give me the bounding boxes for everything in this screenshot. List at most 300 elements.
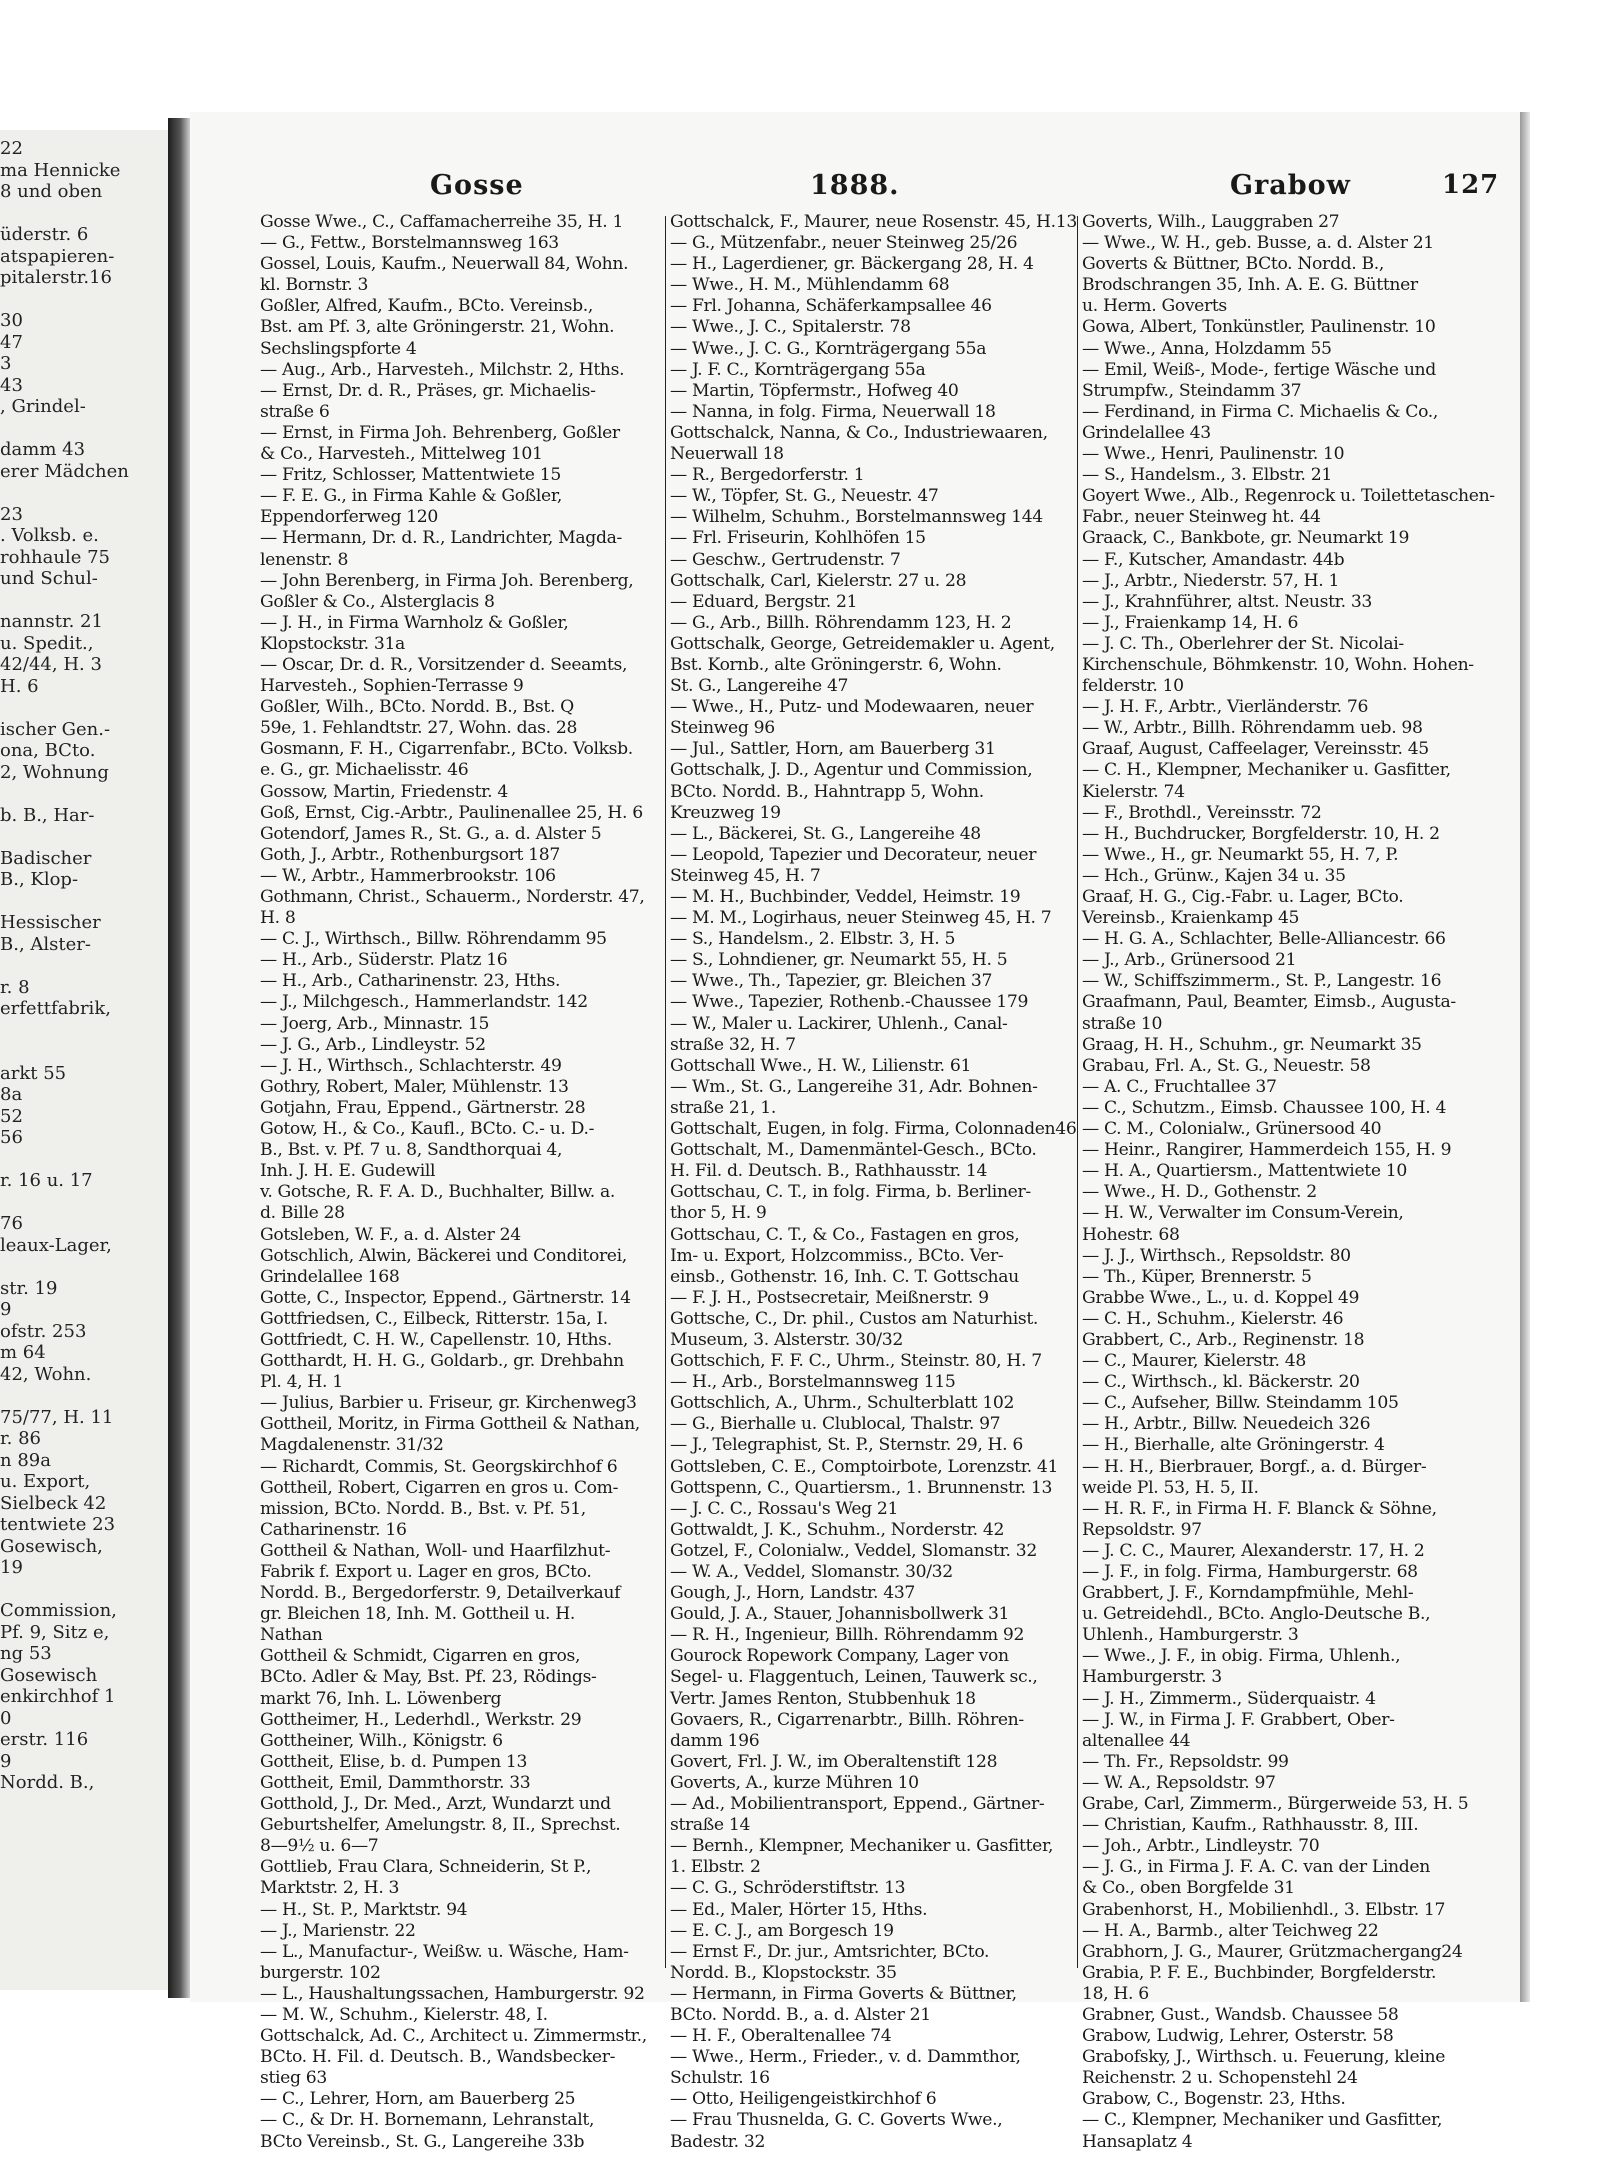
directory-entry-line: — Ed., Maler, Hörter 15, Hths. [670, 1899, 928, 1920]
directory-entry-line: straße 14 [670, 1815, 751, 1836]
directory-entry-line: — A. C., Fruchtallee 37 [1082, 1076, 1277, 1097]
directory-entry-line: — Bernh., Klempner, Mechaniker u. Gasfitter, [670, 1836, 1054, 1857]
directory-entry-line: — Geschw., Gertrudenstr. 7 [670, 549, 901, 570]
previous-page-text-fragment: ona, BCto. [0, 740, 96, 761]
directory-column-1 [260, 212, 670, 2152]
directory-entry-line: — John Berenberg, in Firma Joh. Berenberg, [260, 570, 634, 591]
previous-page-text-fragment: ma Hennicke [0, 159, 121, 181]
directory-entry-line: einsb., Gothenstr. 16, Inh. C. T. Gottschau [670, 1266, 1019, 1287]
directory-entry-line: Gottschalk, J. D., Agentur und Commission, [670, 760, 1033, 781]
directory-entry-line: — Wwe., J. C., Spitalerstr. 78 [670, 317, 911, 338]
directory-entry-line: — Ferdinand, in Firma C. Michaelis & Co., [1082, 401, 1439, 422]
directory-entry-line: lenenstr. 8 [260, 549, 349, 570]
directory-entry-line: Govert, Frl. J. W., im Oberaltenstift 128 [670, 1751, 998, 1772]
previous-page-text-fragment: n 89a [0, 1449, 51, 1471]
directory-entry-line: — J. F., in folg. Firma, Hamburgerstr. 68 [1082, 1562, 1418, 1582]
previous-page-text-fragment: erstr. 116 [0, 1729, 89, 1750]
directory-entry-line: Vertr. James Renton, Stubbenhuk 18 [670, 1688, 976, 1709]
directory-entry-line: — J. C. Th., Oberlehrer der St. Nicolai- [1082, 633, 1404, 654]
directory-entry-line: Gottschall Wwe., H. W., Lilienstr. 61 [670, 1055, 972, 1076]
directory-entry-line: Im- u. Export, Holzcommiss., BCto. Ver- [670, 1245, 1004, 1266]
previous-page-text-fragment: u. Export, [0, 1471, 91, 1492]
directory-entry-line: — H. W., Verwalter im Consum-Verein, [1082, 1203, 1404, 1224]
previous-page-text-fragment: 3 [0, 353, 12, 374]
directory-entry-line: — Ernst F., Dr. jur., Amtsrichter, BCto. [670, 1941, 990, 1962]
directory-entry-line: Inh. J. H. E. Gudewill [260, 1161, 436, 1182]
directory-entry-line: Grindelallee 43 [1082, 422, 1211, 443]
directory-entry-line: B., Bst. v. Pf. 7 u. 8, Sandthorquai 4, [260, 1140, 563, 1161]
directory-entry-line: Gotschlich, Alwin, Bäckerei und Conditorei, [260, 1245, 627, 1266]
directory-entry-line: Geburtshelfer, Amelungstr. 8, II., Sprechst. [260, 1815, 621, 1836]
directory-entry-line: Gottheiner, Wilh., Königstr. 6 [260, 1730, 503, 1751]
previous-page-text-fragment: str. 19 [0, 1277, 58, 1299]
directory-entry-line: straße 21, 1. [670, 1097, 776, 1118]
previous-page-text-fragment: üderstr. 6 [0, 224, 89, 245]
previous-page-text-fragment: atspapieren- [0, 245, 115, 267]
directory-entry-line: H. Fil. d. Deutsch. B., Rathhausstr. 14 [670, 1161, 988, 1182]
directory-entry-line: Gottschich, F. F. C., Uhrm., Steinstr. 80, H. 7 [670, 1351, 1042, 1372]
directory-entry-line: — R., Bergedorferstr. 1 [670, 465, 865, 486]
previous-page-text-fragment: damm 43 [0, 439, 86, 460]
directory-entry-line: Reichenstr. 2 u. Schopenstehl 24 [1082, 2068, 1358, 2089]
directory-entry-line: — J. J., Wirthsch., Repsoldstr. 80 [1082, 1245, 1351, 1266]
directory-entry-line: Gottheimer, H., Lederhdl., Werkstr. 29 [260, 1709, 582, 1730]
directory-entry-line: & Co., Harvesteh., Mittelweg 101 [260, 444, 543, 465]
directory-entry-line: Grabbert, J. F., Korndampfmühle, Mehl- [1082, 1583, 1414, 1604]
directory-entry-line: 59e, 1. Fehlandtstr. 27, Wohn. das. 28 [260, 718, 578, 739]
directory-entry-line: v. Gotsche, R. F. A. D., Buchhalter, Billw. a. [260, 1182, 616, 1203]
previous-page-text-fragment: b. B., Har- [0, 804, 95, 826]
directory-entry-line: — Wwe., Henri, Paulinenstr. 10 [1082, 444, 1345, 465]
directory-entry-line: — G., Mützenfabr., neuer Steinweg 25/26 [670, 233, 1018, 254]
directory-page [190, 112, 1520, 2152]
directory-entry-line: e. G., gr. Michaelisstr. 46 [260, 760, 469, 781]
directory-entry-line: Brodschrangen 35, Inh. A. E. G. Büttner [1082, 275, 1418, 296]
directory-entry-line: Grabner, Gust., Wandsb. Chaussee 58 [1082, 2004, 1399, 2025]
running-head-right: Grabow [1230, 170, 1351, 201]
directory-entry-line: Neuerwall 18 [670, 444, 784, 465]
directory-entry-line: — Wm., St. G., Langereihe 31, Adr. Bohnen- [670, 1076, 1038, 1097]
previous-page-text-fragment: Nordd. B., [0, 1772, 95, 1793]
directory-entry-line: — H. R. F., in Firma H. F. Blanck & Söhne, [1082, 1498, 1437, 1519]
directory-entry-line: — J. C. C., Rossau's Weg 21 [670, 1498, 899, 1519]
directory-entry-line: — F., Kutscher, Amandastr. 44b [1082, 549, 1345, 570]
previous-page-text-fragment: r. 8 [0, 976, 30, 998]
directory-entry-line: Goßler, Wilh., BCto. Nordd. B., Bst. Q [260, 697, 574, 718]
directory-entry-line: — Wwe., Anna, Holzdamm 55 [1082, 338, 1332, 359]
previous-page-text-fragment: Badischer [0, 847, 92, 869]
directory-entry-line: Gough, J., Horn, Landstr. 437 [670, 1583, 916, 1604]
directory-entry-line: — S., Lohndiener, gr. Neumarkt 55, H. 5 [670, 950, 1008, 971]
directory-entry-line: — Frl. Johanna, Schäferkampsallee 46 [670, 296, 992, 317]
directory-entry-line: Gottheil & Schmidt, Cigarren en gros, [260, 1646, 581, 1667]
directory-entry-line: Steinweg 45, H. 7 [670, 865, 821, 886]
directory-entry-line: — H., Arb., Süderstr. Platz 16 [260, 950, 508, 971]
previous-page-text-fragment: r. 16 u. 17 [0, 1170, 93, 1191]
directory-entry-line: Grabow, C., Bogenstr. 23, Hths. [1082, 2089, 1346, 2110]
directory-entry-line: Goß, Ernst, Cig.-Arbtr., Paulinenallee 25, H. 6 [260, 802, 643, 823]
directory-entry-line: Gothmann, Christ., Schauerm., Norderstr. 47, [260, 887, 645, 907]
directory-entry-line: — F. E. G., in Firma Kahle & Goßler, [260, 486, 562, 507]
directory-entry-line: — Leopold, Tapezier und Decorateur, neuer [670, 844, 1037, 865]
directory-entry-line: Kirchenschule, Böhmkenstr. 10, Wohn. Hohen- [1082, 654, 1474, 675]
directory-entry-line: Grabia, P. F. E., Buchbinder, Borgfelderstr. [1082, 1962, 1437, 1983]
directory-entry-line: Fabr., neuer Steinweg ht. 44 [1082, 507, 1321, 528]
directory-entry-line: Gotow, H., & Co., Kaufl., BCto. C.- u. D.- [260, 1119, 595, 1140]
directory-entry-line: — Julius, Barbier u. Friseur, gr. Kirchenweg3 [260, 1393, 637, 1414]
previous-page-text-fragment: 52 [0, 1105, 23, 1127]
directory-entry-line: Graaf, August, Caffeelager, Vereinsstr. 45 [1082, 739, 1429, 760]
directory-entry-line: — C., Wirthsch., kl. Bäckerstr. 20 [1082, 1372, 1360, 1393]
directory-entry-line: — W., Arbtr., Hammerbrookstr. 106 [260, 865, 556, 886]
directory-entry-line: Goßler, Alfred, Kaufm., BCto. Vereinsb., [260, 296, 593, 317]
previous-page-text-fragment: , Grindel- [0, 396, 86, 417]
previous-page-text-fragment: B., Alster- [0, 933, 91, 955]
directory-entry-line: — Emil, Weiß-, Mode-, fertige Wäsche und [1082, 359, 1436, 380]
directory-entry-line: Segel- u. Flaggentuch, Leinen, Tauwerk sc., [670, 1667, 1038, 1688]
directory-entry-line: — C., Aufseher, Billw. Steindamm 105 [1082, 1393, 1399, 1414]
directory-entry-line: — J., Telegraphist, St. P., Sternstr. 29, H. 6 [670, 1435, 1023, 1456]
directory-entry-line: Gottschalck, F., Maurer, neue Rosenstr. 45, H.13 [670, 212, 1077, 232]
directory-entry-line: Gotte, C., Inspector, Eppend., Gärtnerstr. 14 [260, 1287, 631, 1308]
directory-entry-line: — Wwe., H., gr. Neumarkt 55, H. 7, P. [1082, 844, 1399, 865]
previous-page-text-fragment: 47 [0, 331, 23, 353]
directory-entry-line: — R. H., Ingenieur, Billh. Röhrendamm 92 [670, 1625, 1025, 1646]
directory-entry-line: — G., Fettw., Borstelmannsweg 163 [260, 233, 559, 254]
directory-entry-line: — C. G., Schröderstiftstr. 13 [670, 1878, 906, 1899]
directory-entry-line: — Wwe., Tapezier, Rothenb.-Chaussee 179 [670, 992, 1029, 1013]
directory-entry-line: Nathan [260, 1625, 323, 1646]
directory-entry-line: — H., Arb., Catharinenstr. 23, Hths. [260, 971, 561, 992]
directory-entry-line: Gottfriedt, C. H. W., Capellenstr. 10, Hths. [260, 1329, 612, 1350]
directory-entry-line: Harvesteh., Sophien-Terrasse 9 [260, 676, 524, 697]
directory-entry-line: — Aug., Arb., Harvesteh., Milchstr. 2, Hths. [260, 359, 625, 380]
directory-entry-line: Gottschalck, Ad. C., Architect u. Zimmermstr., [260, 2026, 647, 2047]
directory-entry-line: Bst. Kornb., alte Gröningerstr. 6, Wohn. [670, 654, 1002, 675]
directory-entry-line: Graack, C., Bankbote, gr. Neumarkt 19 [1082, 528, 1410, 549]
directory-entry-line: Grindelallee 168 [260, 1266, 400, 1287]
previous-page-text-fragment: tentwiete 23 [0, 1514, 116, 1535]
directory-entry-line: Gottheil, Moritz, in Firma Gottheil & Nathan, [260, 1414, 640, 1435]
directory-entry-line: gr. Bleichen 18, Inh. M. Gottheil u. H. [260, 1604, 576, 1625]
directory-entry-line: Gottspenn, C., Quartiersm., 1. Brunnenstr. 13 [670, 1477, 1053, 1498]
directory-entry-line: — Nanna, in folg. Firma, Neuerwall 18 [670, 401, 996, 422]
directory-entry-line: — S., Handelsm., 3. Elbstr. 21 [1082, 465, 1332, 486]
running-head-left: Gosse [430, 170, 524, 201]
directory-entry-line: Govaers, R., Cigarrenarbtr., Billh. Röhren- [670, 1709, 1024, 1730]
directory-entry-line: — Fritz, Schlosser, Mattentwiete 15 [260, 465, 561, 486]
directory-entry-line: — Heinr., Rangirer, Hammerdeich 155, H. 9 [1082, 1140, 1452, 1161]
previous-page-text-fragment: Pf. 9, Sitz e, [0, 1621, 110, 1643]
directory-entry-line: — C., Maurer, Kielerstr. 48 [1082, 1351, 1306, 1372]
directory-entry-line: Gottheil & Nathan, Woll- und Haarfilzhut- [260, 1540, 611, 1561]
directory-entry-line: — H. A., Barmb., alter Teichweg 22 [1082, 1920, 1379, 1941]
directory-entry-line: — J. G., Arb., Lindleystr. 52 [260, 1034, 486, 1055]
directory-entry-line: Fabrik f. Export u. Lager en gros, BCto. [260, 1562, 592, 1582]
directory-entry-line: Gotjahn, Frau, Eppend., Gärtnerstr. 28 [260, 1097, 586, 1118]
page-edge [1520, 112, 1530, 2002]
directory-entry-line: Goßler & Co., Alsterglacis 8 [260, 591, 495, 612]
directory-entry-line: — W., Arbtr., Billh. Röhrendamm ueb. 98 [1082, 718, 1423, 739]
directory-entry-line: — H. A., Quartiersm., Mattentwiete 10 [1082, 1161, 1407, 1182]
directory-entry-line: Goverts & Büttner, BCto. Nordd. B., [1082, 254, 1384, 275]
directory-entry-line: — C. H., Schuhm., Kielerstr. 46 [1082, 1308, 1344, 1329]
directory-entry-line: — H., Arb., Borstelmannsweg 115 [670, 1372, 956, 1393]
directory-entry-line: Hansaplatz 4 [1082, 2131, 1193, 2152]
previous-page-text-fragment: 23 [0, 503, 23, 525]
directory-entry-line: Gottheil, Robert, Cigarren en gros u. Com- [260, 1477, 619, 1498]
previous-page-text-fragment: B., Klop- [0, 869, 79, 890]
directory-entry-line: — J., Marienstr. 22 [260, 1920, 416, 1941]
previous-page-fragment [0, 130, 168, 1990]
directory-entry-line: Goverts, A., kurze Mühren 10 [670, 1772, 919, 1793]
directory-entry-line: weide Pl. 53, H. 5, II. [1082, 1477, 1259, 1498]
previous-page-text-fragment: Gosewisch [0, 1664, 98, 1686]
directory-entry-line: Gosse Wwe., C., Caffamacherreihe 35, H. 1 [260, 212, 624, 232]
directory-entry-line: Gottlieb, Frau Clara, Schneiderin, St P., [260, 1857, 592, 1878]
directory-entry-line: BCto. H. Fil. d. Deutsch. B., Wandsbecker- [260, 2047, 616, 2068]
directory-entry-line: — Wilhelm, Schuhm., Borstelmannsweg 144 [670, 507, 1043, 528]
directory-entry-line: — W., Maler u. Lackirer, Uhlenh., Canal- [670, 1013, 1008, 1034]
directory-entry-line: Museum, 3. Alsterstr. 30/32 [670, 1329, 903, 1350]
directory-entry-line: Gossow, Martin, Friedenstr. 4 [260, 781, 508, 802]
directory-entry-line: — C. M., Colonialw., Grünersood 40 [1082, 1119, 1382, 1140]
previous-page-text-fragment: 42/44, H. 3 [0, 654, 102, 675]
directory-entry-line: — E. C. J., am Borgesch 19 [670, 1920, 894, 1941]
directory-entry-line: — L., Manufactur-, Weißw. u. Wäsche, Ham- [260, 1941, 629, 1962]
directory-entry-line: — G., Bierhalle u. Clublocal, Thalstr. 97 [670, 1414, 1001, 1435]
directory-entry-line: 1. Elbstr. 2 [670, 1857, 761, 1878]
directory-entry-line: — J. W., in Firma J. F. Grabbert, Ober- [1082, 1709, 1395, 1730]
directory-entry-line: — Wwe., H. D., Gothenstr. 2 [1082, 1182, 1317, 1203]
directory-entry-line: damm 196 [670, 1730, 760, 1751]
previous-page-text-fragment: pitalerstr.16 [0, 267, 112, 288]
directory-entry-line: — Wwe., Th., Tapezier, gr. Bleichen 37 [670, 971, 993, 992]
directory-entry-line: — J., Arb., Grünersood 21 [1082, 950, 1297, 971]
page-number: 127 [1442, 170, 1500, 200]
directory-entry-line: — Frau Thusnelda, G. C. Goverts Wwe., [670, 2110, 1003, 2131]
directory-entry-line: — L., Bäckerei, St. G., Langereihe 48 [670, 823, 981, 844]
directory-entry-line: d. Bille 28 [260, 1203, 345, 1224]
directory-entry-line: — Wwe., J. F., in obig. Firma, Uhlenh., [1082, 1646, 1401, 1667]
directory-entry-line: Marktstr. 2, H. 3 [260, 1878, 400, 1899]
directory-entry-line: 18, H. 6 [1082, 1983, 1149, 2004]
directory-entry-line: Gould, J. A., Stauer, Johannisbollwerk 31 [670, 1604, 1010, 1625]
previous-page-text-fragment: enkirchhof 1 [0, 1686, 116, 1707]
previous-page-text-fragment: Commission, [0, 1600, 117, 1621]
directory-entry-line: Hohestr. 68 [1082, 1224, 1180, 1245]
previous-page-text-fragment: erfettfabrik, [0, 998, 111, 1019]
directory-entry-line: markt 76, Inh. L. Löwenberg [260, 1688, 502, 1709]
directory-entry-line: — M. W., Schuhm., Kielerstr. 48, I. [260, 2004, 548, 2025]
directory-entry-line: — Otto, Heiligengeistkirchhof 6 [670, 2089, 937, 2110]
directory-entry-line: Kreuzweg 19 [670, 802, 781, 823]
previous-page-text-fragment: ofstr. 253 [0, 1320, 87, 1342]
directory-entry-line: Goyert Wwe., Alb., Regenrock u. Toilettetaschen- [1082, 486, 1495, 507]
directory-entry-line: — W. A., Veddel, Slomanstr. 30/32 [670, 1562, 953, 1582]
directory-entry-line: Gottwaldt, J. K., Schuhm., Norderstr. 42 [670, 1519, 1005, 1540]
directory-entry-line: — J., Krahnführer, altst. Neustr. 33 [1082, 591, 1373, 612]
directory-entry-line: Gotthold, J., Dr. Med., Arzt, Wundarzt und [260, 1794, 611, 1815]
previous-page-text-fragment: leaux-Lager, [0, 1234, 112, 1256]
previous-page-text-fragment: 43 [0, 374, 23, 396]
directory-entry-line: Nordd. B., Klopstockstr. 35 [670, 1962, 897, 1983]
previous-page-text-fragment: 8 und oben [0, 181, 103, 202]
directory-entry-line: — H. G. A., Schlachter, Belle-Alliancestr. 66 [1082, 929, 1446, 950]
directory-entry-line: Nordd. B., Bergedorferstr. 9, Detailverkauf [260, 1583, 621, 1604]
directory-entry-line: — Wwe., H. M., Mühlendamm 68 [670, 275, 950, 296]
book-gutter [168, 118, 190, 1998]
directory-entry-line: — J., Arbtr., Niederstr. 57, H. 1 [1082, 570, 1340, 591]
directory-entry-line: — H., Buchdrucker, Borgfelderstr. 10, H. 2 [1082, 823, 1440, 844]
directory-entry-line: Sechslingspforte 4 [260, 338, 417, 359]
directory-entry-line: u. Herm. Goverts [1082, 296, 1227, 317]
directory-entry-line: Eppendorferweg 120 [260, 507, 438, 528]
directory-entry-line: — F., Brothdl., Vereinsstr. 72 [1082, 802, 1322, 823]
directory-entry-line: u. Getreidehdl., BCto. Anglo-Deutsche B., [1082, 1604, 1431, 1625]
directory-entry-line: straße 10 [1082, 1013, 1163, 1034]
previous-page-text-fragment: ischer Gen.- [0, 718, 111, 740]
directory-entry-line: Grabenhorst, H., Mobilienhdl., 3. Elbstr. 17 [1082, 1899, 1446, 1920]
directory-entry-line: Gottschalk, George, Getreidemakler u. Agent, [670, 633, 1055, 654]
previous-page-text-fragment: 75/77, H. 11 [0, 1406, 114, 1428]
directory-entry-line: Goth, J., Arbtr., Rothenburgsort 187 [260, 844, 560, 865]
directory-entry-line: — H. H., Bierbrauer, Borgf., a. d. Bürger- [1082, 1456, 1427, 1477]
directory-entry-line: — C. H., Klempner, Mechaniker u. Gasfitter, [1082, 760, 1451, 781]
directory-entry-line: straße 32, H. 7 [670, 1034, 796, 1055]
directory-entry-line: — Wwe., H., Putz- und Modewaaren, neuer [670, 697, 1034, 718]
directory-entry-line: — M. M., Logirhaus, neuer Steinweg 45, H. 7 [670, 908, 1052, 929]
directory-entry-line: — Th., Küper, Brennerstr. 5 [1082, 1266, 1312, 1287]
directory-entry-line: Uhlenh., Hamburgerstr. 3 [1082, 1625, 1299, 1646]
directory-entry-line: Kielerstr. 74 [1082, 781, 1185, 802]
previous-page-text-fragment: Gosewisch, [0, 1535, 103, 1557]
directory-entry-line: Grabau, Frl. A., St. G., Neuestr. 58 [1082, 1055, 1371, 1076]
directory-entry-line: — J., Fraienkamp 14, H. 6 [1082, 612, 1299, 633]
directory-entry-line: — H., Lagerdiener, gr. Bäckergang 28, H. 4 [670, 254, 1034, 275]
directory-entry-line: — Wwe., Herm., Frieder., v. d. Dammthor, [670, 2047, 1021, 2068]
previous-page-text-fragment: m 64 [0, 1342, 46, 1363]
previous-page-text-fragment: r. 86 [0, 1428, 41, 1449]
directory-entry-line: — Ernst, Dr. d. R., Präses, gr. Michaelis- [260, 380, 596, 401]
directory-entry-line: Gottsleben, C. E., Comptoirbote, Lorenzstr. 41 [670, 1456, 1059, 1477]
directory-entry-line: Gosmann, F. H., Cigarrenfabr., BCto. Volksb. [260, 739, 633, 760]
directory-entry-line: — H., Bierhalle, alte Gröningerstr. 4 [1082, 1435, 1385, 1456]
directory-entry-line: — M. H., Buchbinder, Veddel, Heimstr. 19 [670, 887, 1021, 907]
directory-entry-line: — C., Lehrer, Horn, am Bauerberg 25 [260, 2089, 576, 2110]
directory-entry-line: Gowa, Albert, Tonkünstler, Paulinenstr. 10 [1082, 317, 1436, 338]
directory-entry-line: Gothry, Robert, Maler, Mühlenstr. 13 [260, 1076, 569, 1097]
directory-entry-line: Gottschalck, Nanna, & Co., Industriewaaren, [670, 422, 1048, 443]
directory-entry-line: Goverts, Wilh., Lauggraben 27 [1082, 212, 1340, 232]
directory-entry-line: — J. H., Wirthsch., Schlachterstr. 49 [260, 1055, 562, 1076]
directory-entry-line: 8—9½ u. 6—7 [260, 1836, 379, 1857]
directory-entry-line: — Eduard, Bergstr. 21 [670, 591, 858, 612]
directory-entry-line: Schulstr. 16 [670, 2068, 770, 2089]
previous-page-text-fragment: 8a [0, 1084, 23, 1105]
directory-entry-line: Gotzel, F., Colonialw., Veddel, Slomanstr. 32 [670, 1540, 1037, 1561]
directory-entry-line: — Hch., Grünw., Kajen 34 u. 35 [1082, 865, 1346, 886]
previous-page-text-fragment: 9 [0, 1750, 12, 1772]
directory-entry-line: & Co., oben Borgfelde 31 [1082, 1878, 1295, 1899]
directory-entry-line: — Joh., Arbtr., Lindleystr. 70 [1082, 1836, 1320, 1857]
previous-page-text-fragment: arkt 55 [0, 1062, 67, 1084]
directory-entry-line: — Christian, Kaufm., Rathhausstr. 8, III. [1082, 1815, 1419, 1836]
directory-entry-line: Gottschlich, A., Uhrm., Schulterblatt 102 [670, 1393, 1015, 1414]
directory-entry-line: — H., Arbtr., Billw. Neuedeich 326 [1082, 1414, 1371, 1435]
previous-page-text-fragment: . Volksb. e. [0, 525, 99, 546]
directory-entry-line: stieg 63 [260, 2068, 327, 2089]
directory-entry-line: burgerstr. 102 [260, 1962, 381, 1983]
directory-entry-line: felderstr. 10 [1082, 676, 1184, 697]
directory-entry-line: — J. F. C., Kornträgergang 55a [670, 359, 926, 380]
directory-entry-line: Badestr. 32 [670, 2131, 766, 2152]
directory-entry-line: — J. H., in Firma Warnholz & Goßler, [260, 612, 569, 633]
previous-page-text-fragment: 56 [0, 1127, 23, 1148]
directory-entry-line: — W., Töpfer, St. G., Neuestr. 47 [670, 486, 939, 507]
directory-entry-line: Graaf, H. G., Cig.-Fabr. u. Lager, BCto. [1082, 887, 1404, 907]
directory-entry-line: — Richardt, Commis, St. Georgskirchhof 6 [260, 1456, 618, 1477]
directory-entry-line: Bst. am Pf. 3, alte Gröningerstr. 21, Wohn. [260, 317, 615, 338]
previous-page-text-fragment: 0 [0, 1707, 12, 1729]
directory-column-3 [1082, 212, 1495, 2152]
directory-entry-line: — C., Schutzm., Eimsb. Chaussee 100, H. 4 [1082, 1097, 1447, 1118]
directory-entry-line: — S., Handelsm., 2. Elbstr. 3, H. 5 [670, 929, 956, 950]
directory-entry-line: H. 8 [260, 908, 296, 929]
directory-entry-line: — J. C. C., Maurer, Alexanderstr. 17, H. 2 [1082, 1540, 1425, 1561]
directory-entry-line: — W. A., Repsoldstr. 97 [1082, 1772, 1276, 1793]
directory-entry-line: — Th. Fr., Repsoldstr. 99 [1082, 1751, 1289, 1772]
directory-entry-line: altenallee 44 [1082, 1730, 1191, 1751]
directory-entry-line: Gotthardt, H. H. G., Goldarb., gr. Drehbahn [260, 1351, 624, 1372]
directory-entry-line: — Joerg, Arb., Minnastr. 15 [260, 1013, 490, 1034]
directory-entry-line: — Wwe., J. C. G., Kornträgergang 55a [670, 338, 987, 359]
directory-entry-line: Vereinsb., Kraienkamp 45 [1082, 908, 1300, 929]
directory-entry-line: Gottsche, C., Dr. phil., Custos am Naturhist. [670, 1308, 1038, 1329]
directory-entry-line: Grabbert, C., Arb., Reginenstr. 18 [1082, 1329, 1365, 1350]
directory-entry-line: Hamburgerstr. 3 [1082, 1667, 1222, 1688]
directory-entry-line: mission, BCto. Nordd. B., Bst. v. Pf. 51, [260, 1498, 586, 1519]
previous-page-text-fragment: u. Spedit., [0, 632, 94, 654]
directory-entry-line: — Wwe., W. H., geb. Busse, a. d. Alster 21 [1082, 233, 1434, 254]
running-head-year: 1888. [810, 170, 900, 201]
previous-page-text-fragment: nannstr. 21 [0, 611, 103, 632]
previous-page-text-fragment: und Schul- [0, 568, 98, 589]
directory-entry-line: Gottschalt, Eugen, in folg. Firma, Colonnaden46 [670, 1119, 1077, 1140]
directory-entry-line: — C., & Dr. H. Bornemann, Lehranstalt, [260, 2110, 595, 2131]
previous-page-text-fragment: erer Mädchen [0, 460, 129, 482]
directory-entry-line: Gossel, Louis, Kaufm., Neuerwall 84, Wohn. [260, 254, 629, 275]
directory-entry-line: Gourock Ropework Company, Lager von [670, 1646, 1009, 1667]
directory-entry-line: Repsoldstr. 97 [1082, 1519, 1202, 1540]
directory-entry-line: Catharinenstr. 16 [260, 1519, 407, 1540]
directory-column-2 [670, 212, 1080, 2152]
directory-entry-line: Magdalenenstr. 31/32 [260, 1435, 444, 1456]
previous-page-text-fragment: 76 [0, 1213, 23, 1234]
directory-entry-line: — C., Klempner, Mechaniker und Gasfitter, [1082, 2110, 1443, 2131]
directory-entry-line: Grabe, Carl, Zimmerm., Bürgerweide 53, H. 5 [1082, 1794, 1469, 1815]
directory-entry-line: — Hermann, in Firma Goverts & Büttner, [670, 1983, 1017, 2004]
previous-page-text-fragment: 9 [0, 1299, 12, 1320]
previous-page-text-fragment: 42, Wohn. [0, 1363, 92, 1385]
directory-entry-line: St. G., Langereihe 47 [670, 676, 849, 697]
directory-entry-line: — G., Arb., Billh. Röhrendamm 123, H. 2 [670, 612, 1012, 633]
directory-entry-line: — H. F., Oberaltenallee 74 [670, 2026, 892, 2047]
directory-entry-line: Grabow, Ludwig, Lehrer, Osterstr. 58 [1082, 2026, 1394, 2047]
directory-entry-line: — J. H. F., Arbtr., Vierländerstr. 76 [1082, 697, 1369, 718]
previous-page-text-fragment: 30 [0, 310, 23, 331]
previous-page-text-fragment: Sielbeck 42 [0, 1492, 107, 1514]
